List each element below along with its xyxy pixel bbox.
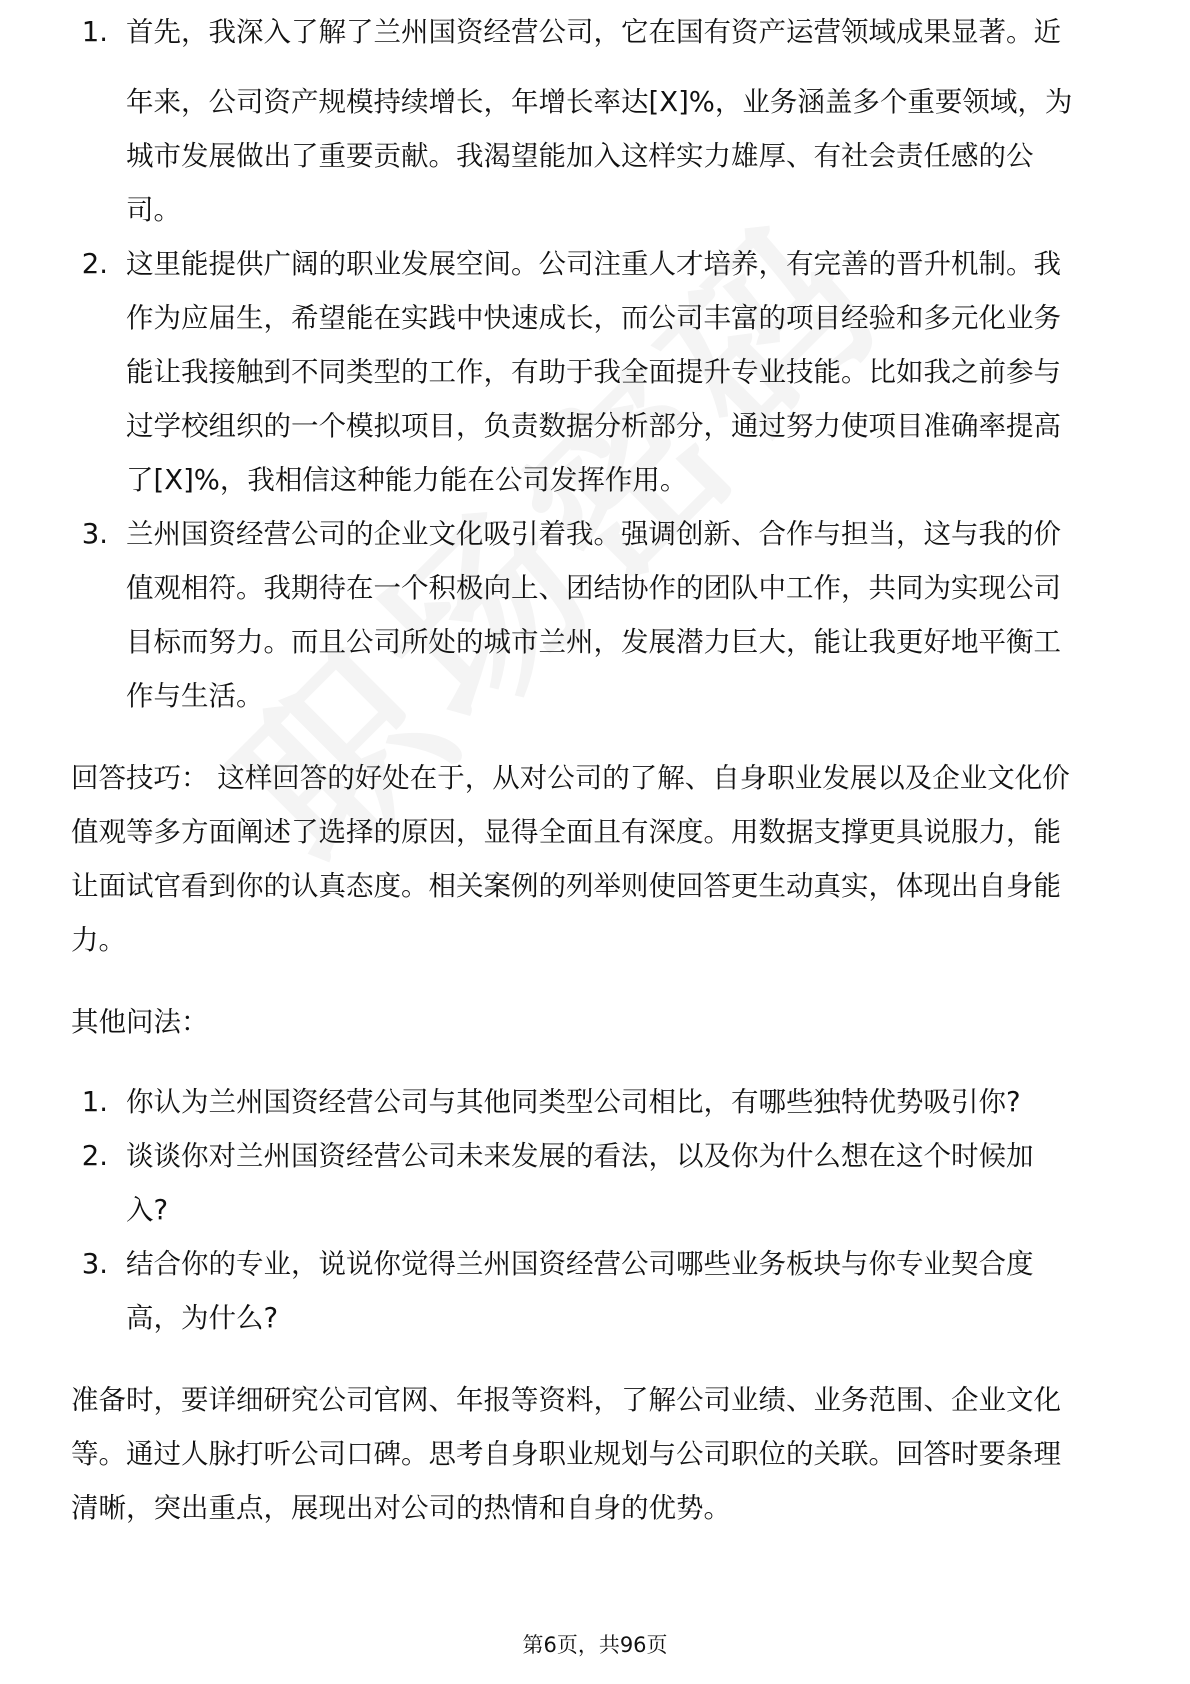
- list-item-line: 过学校组织的一个模拟项目，负责数据分析部分，通过努力使项目准确率提高: [126, 410, 1061, 442]
- other-questions-heading: 其他问法：: [71, 1006, 209, 1038]
- list-item-line: 结合你的专业，说说你觉得兰州国资经营公司哪些业务板块与你专业契合度: [126, 1248, 1034, 1280]
- list-item-line: 作为应届生，希望能在实践中快速成长，而公司丰富的项目经验和多元化业务: [126, 302, 1061, 334]
- tips-paragraph-line: 力。: [71, 924, 126, 956]
- list-number: 1.: [81, 16, 108, 48]
- list-item-line: 首先，我深入了解了兰州国资经营公司，它在国有资产运营领域成果显著。近: [126, 16, 1061, 48]
- list-number: 2.: [81, 248, 108, 280]
- list-item-line: 年来，公司资产规模持续增长，年增长率达[X]%，业务涵盖多个重要领域，为: [126, 86, 1073, 118]
- list-item-line: 城市发展做出了重要贡献。我渴望能加入这样实力雄厚、有社会责任感的公: [126, 140, 1034, 172]
- tips-paragraph-line: 回答技巧： 这样回答的好处在于，从对公司的了解、自身职业发展以及企业文化价: [71, 762, 1070, 794]
- tips-paragraph-line: 值观等多方面阐述了选择的原因，显得全面且有深度。用数据支撑更具说服力，能: [71, 816, 1061, 848]
- list-item-line: 作与生活。: [126, 680, 264, 712]
- list-item-line: 司。: [126, 194, 181, 226]
- list-number: 1.: [81, 1086, 108, 1118]
- prep-paragraph-line: 准备时，要详细研究公司官网、年报等资料，了解公司业绩、业务范围、企业文化: [71, 1384, 1061, 1416]
- list-item-line: 值观相符。我期待在一个积极向上、团结协作的团队中工作，共同为实现公司: [126, 572, 1061, 604]
- list-number: 2.: [81, 1140, 108, 1172]
- list-item-line: 入?: [126, 1194, 169, 1226]
- list-number: 3.: [81, 1248, 108, 1280]
- list-item-line: 能让我接触到不同类型的工作，有助于我全面提升专业技能。比如我之前参与: [126, 356, 1061, 388]
- list-number: 3.: [81, 518, 108, 550]
- tips-paragraph-line: 让面试官看到你的认真态度。相关案例的列举则使回答更生动真实，体现出自身能: [71, 870, 1061, 902]
- prep-paragraph-line: 等。通过人脉打听公司口碑。思考自身职业规划与公司职位的关联。回答时要条理: [71, 1438, 1061, 1470]
- list-item-line: 目标而努力。而且公司所处的城市兰州，发展潜力巨大，能让我更好地平衡工: [126, 626, 1061, 658]
- list-item-line: 谈谈你对兰州国资经营公司未来发展的看法，以及你为什么想在这个时候加: [126, 1140, 1034, 1172]
- list-item-line: 高，为什么?: [126, 1302, 279, 1334]
- prep-paragraph-line: 清晰，突出重点，展现出对公司的热情和自身的优势。: [71, 1492, 731, 1524]
- list-item-line: 你认为兰州国资经营公司与其他同类型公司相比，有哪些独特优势吸引你?: [126, 1086, 1021, 1118]
- list-item-line: 这里能提供广阔的职业发展空间。公司注重人才培养，有完善的晋升机制。我: [126, 248, 1061, 280]
- list-item-line: 了[X]%，我相信这种能力能在公司发挥作用。: [126, 464, 688, 496]
- page-number-footer: 第6页，共96页: [522, 1633, 668, 1657]
- list-item-line: 兰州国资经营公司的企业文化吸引着我。强调创新、合作与担当，这与我的价: [126, 518, 1061, 550]
